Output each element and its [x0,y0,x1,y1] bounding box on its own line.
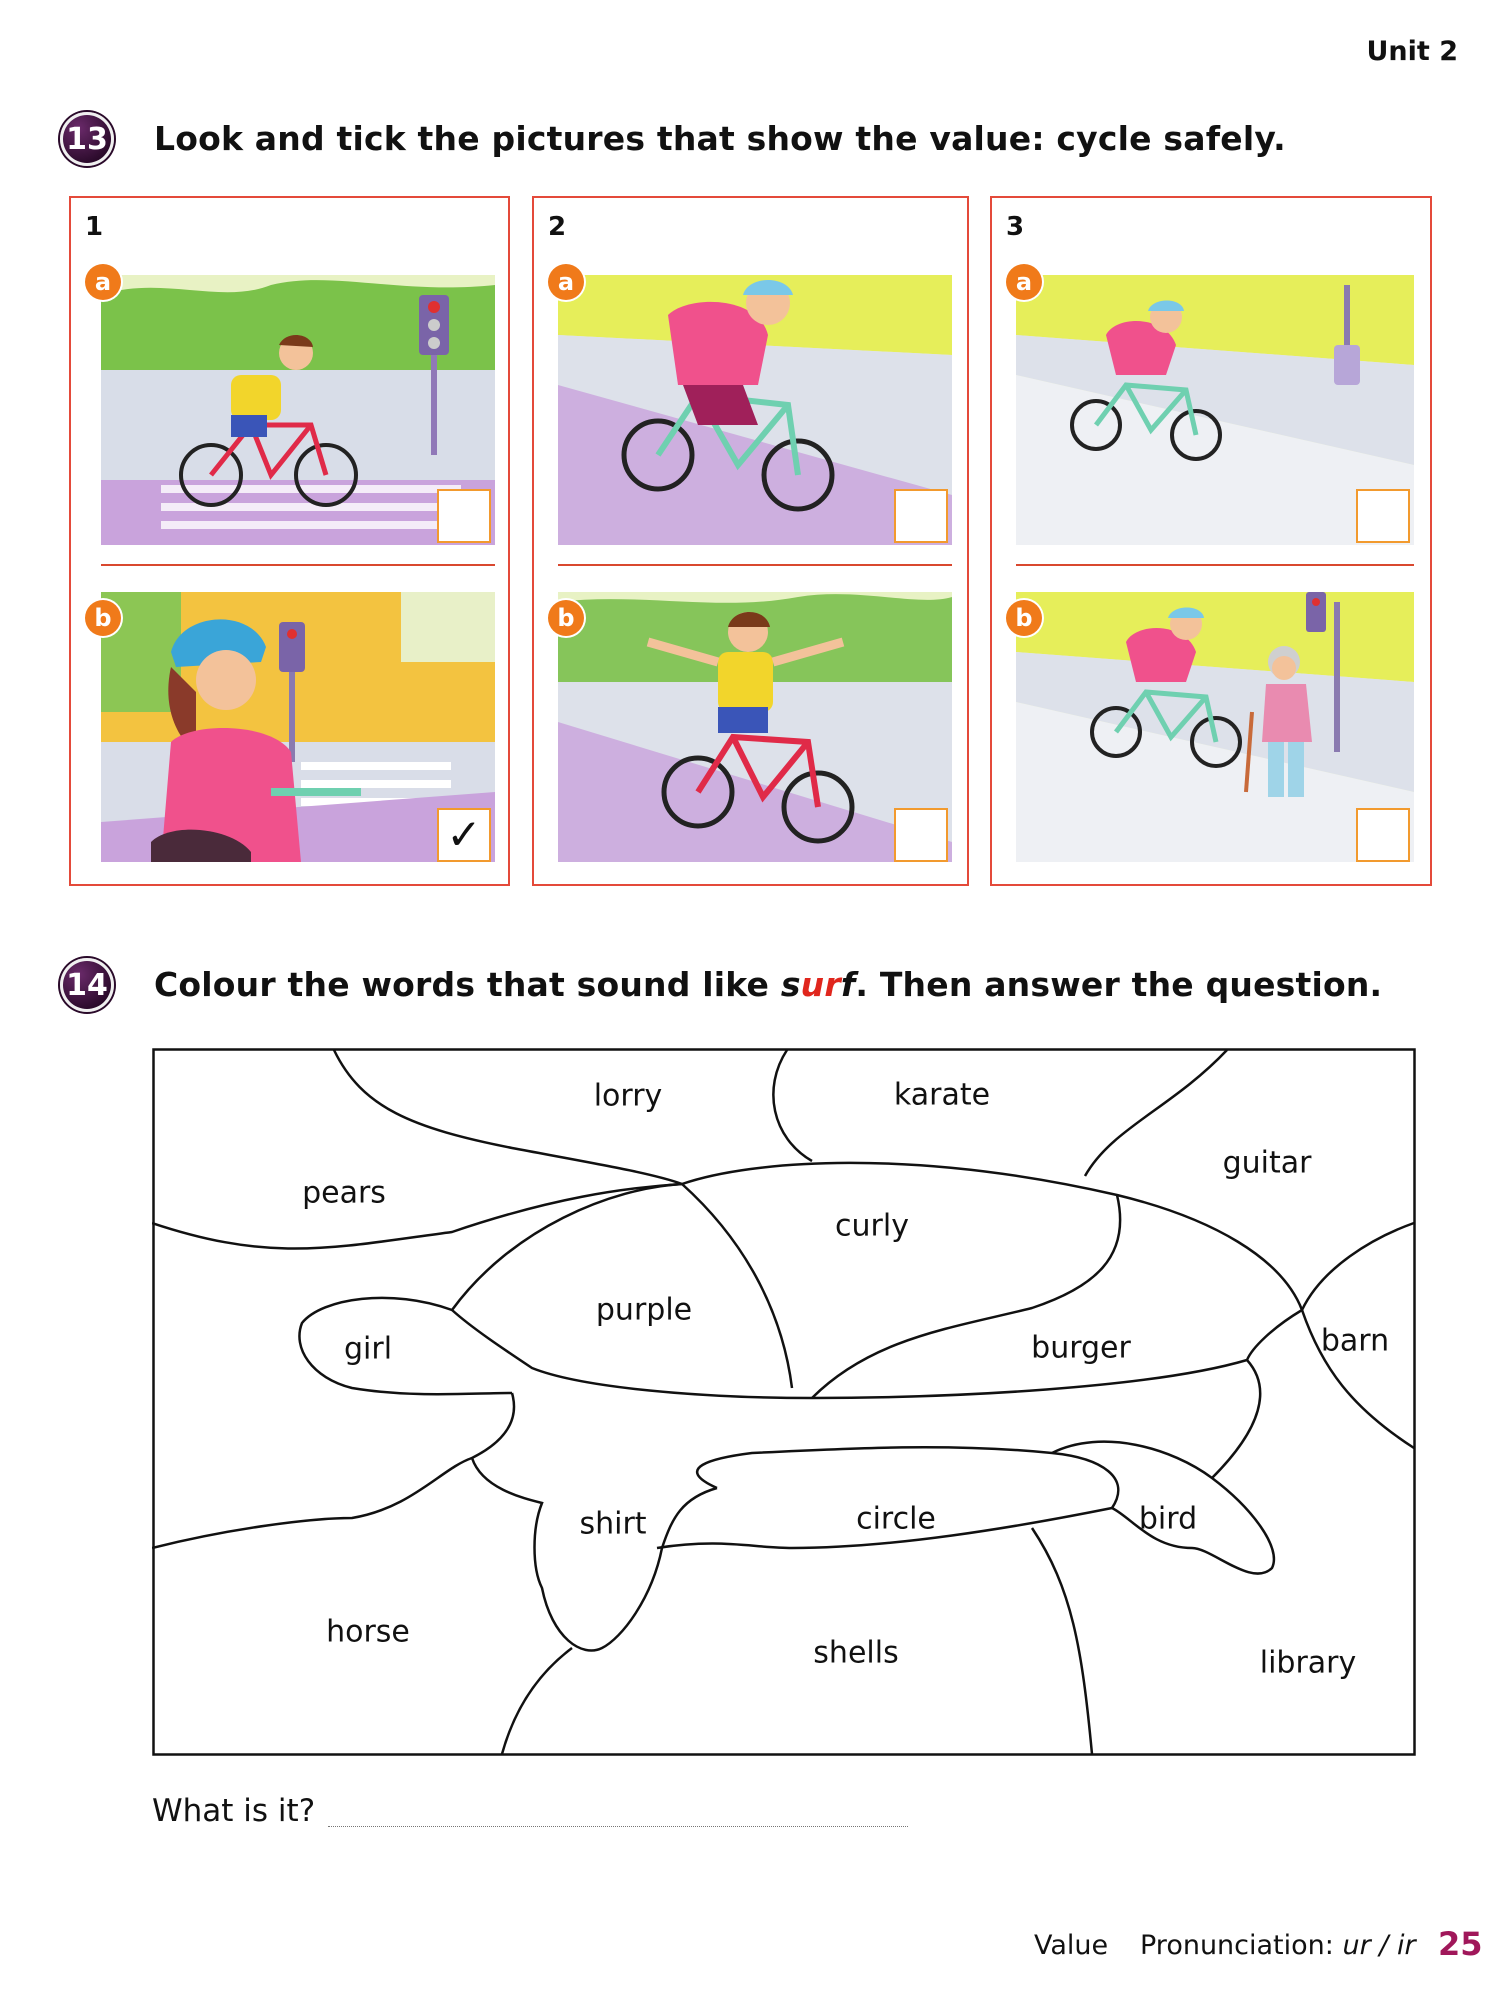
instruction-text: Colour the words that sound like [154,965,781,1004]
option-letter-b: b [85,600,121,636]
exercise-13-instruction: Look and tick the pictures that show the value: cycle safely. [154,119,1286,158]
puzzle-word[interactable]: pears [302,1175,386,1211]
panel-3 [990,196,1432,886]
answer-line[interactable] [328,1806,908,1827]
panel-1 [69,196,510,886]
tick-box-3a[interactable] [1356,489,1410,543]
question-label: What is it? [152,1793,316,1829]
girl-with-helmet-illustration [101,592,495,862]
separator [1016,564,1414,566]
puzzle-word[interactable]: horse [326,1614,410,1650]
exercise-14-instruction [154,965,1382,1004]
instruction-text: . Then answer the question. [855,965,1383,1004]
puzzle-word[interactable]: karate [893,1077,991,1113]
puzzle-word[interactable]: curly [835,1208,909,1244]
picture-2b [558,592,952,862]
tick-box-1a[interactable] [437,489,491,543]
option-letter-b: b [1006,600,1042,636]
panel-number: 2 [548,212,567,242]
option-letter-b: b [548,600,584,636]
picture-1b [101,592,495,862]
panel-2 [532,196,969,886]
unit-label: Unit 2 [1366,36,1458,67]
puzzle-word[interactable]: barn [1320,1323,1390,1359]
panel-number: 1 [85,212,104,242]
girl-cycling-on-pavement-illustration [1016,275,1414,545]
puzzle-word[interactable]: lorry [593,1078,663,1114]
exercise-13-number: 13 [60,112,114,166]
footer-value: Value [1034,1930,1109,1961]
tick-box-2a[interactable] [894,489,948,543]
tick-box-3b[interactable] [1356,808,1410,862]
separator [101,564,495,566]
sample-word-end: f [840,965,856,1004]
picture-2a [558,275,952,545]
sample-word-sound: ur [800,965,841,1004]
option-letter-a: a [85,264,121,300]
panel-number: 3 [1006,212,1025,242]
colouring-puzzle [152,1048,1416,1756]
picture-3a [1016,275,1414,545]
puzzle-word[interactable]: shirt [579,1506,647,1542]
footer-pronunciation [1140,1930,1416,1961]
puzzle-word[interactable]: bird [1138,1501,1198,1537]
tick-box-2b[interactable] [894,808,948,862]
girl-cycling-with-helmet-illustration [558,275,952,545]
boy-riding-no-hands-illustration [558,592,952,862]
page-number: 25 [1438,1925,1483,1963]
puzzle-word[interactable]: guitar [1222,1145,1312,1181]
puzzle-word[interactable]: shells [813,1635,899,1671]
puzzle-word[interactable]: burger [1031,1330,1131,1366]
picture-1a [101,275,495,545]
picture-3b [1016,592,1414,862]
pronunciation-sound: ur / ir [1342,1930,1416,1961]
girl-cycling-past-old-lady-illustration [1016,592,1414,862]
puzzle-word[interactable]: library [1259,1645,1357,1681]
tick-box-1b[interactable]: ✓ [437,808,491,862]
boy-cycling-at-crossing-illustration [101,275,495,545]
sample-word-start: s [780,965,801,1004]
puzzle-word[interactable]: purple [595,1292,693,1328]
separator [558,564,952,566]
pronunciation-label: Pronunciation: [1140,1930,1343,1961]
option-letter-a: a [1006,264,1042,300]
puzzle-word[interactable]: girl [343,1331,393,1367]
puzzle-word[interactable]: circle [856,1501,936,1537]
exercise-14-number: 14 [60,958,114,1012]
option-letter-a: a [548,264,584,300]
